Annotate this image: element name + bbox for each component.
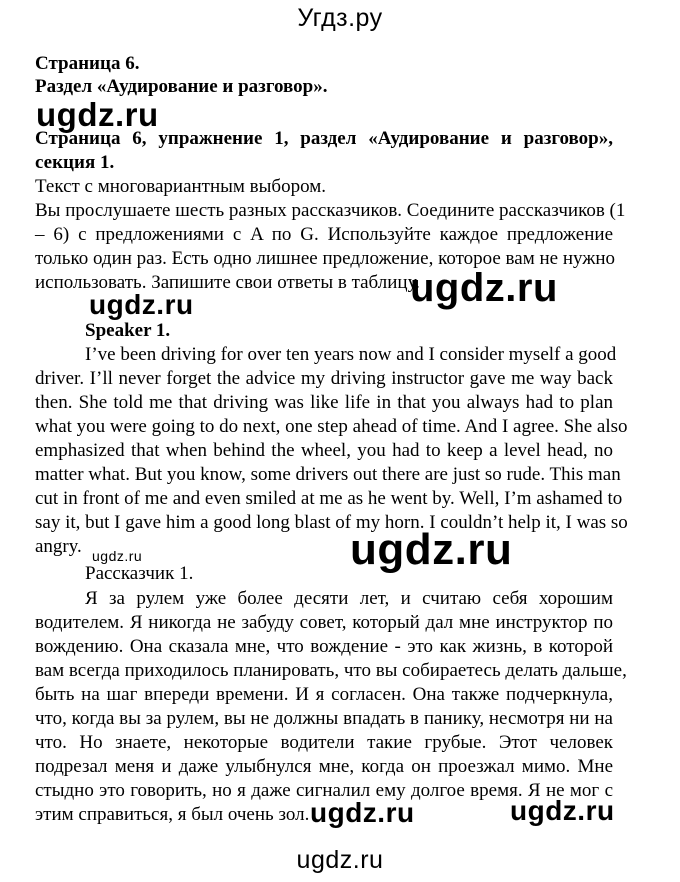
task-type: Текст с многовариантным выбором.: [35, 176, 327, 197]
english-line: what you were going to do next, one step ahead of time. And I agree. She also: [35, 416, 628, 437]
exercise-heading: Страница 6, упражнение 1, раздел «Аудирование и разговор»,: [35, 128, 613, 149]
instruction-line: – 6) с предложениями с A по G. Используйте каждое предложение: [35, 224, 613, 245]
english-line: say it, but I gave him a good long blast of my horn. I couldn’t help it, I was so: [35, 512, 628, 533]
english-line: driver. I’ll never forget the advice my driving instructor gave me way back: [35, 368, 613, 389]
instruction-line: Вы прослушаете шесть разных рассказчиков. Соедините рассказчиков (1: [35, 200, 626, 221]
russian-line: что, когда вы за рулем, вы не должны впадать в панику, несмотря ни на: [35, 708, 613, 729]
instruction-line: использовать. Запишите свои ответы в таблицу.: [35, 272, 420, 293]
english-line: matter what. But you know, some drivers out there are just so rude. This man: [35, 464, 621, 485]
russian-line: этим справиться, я был очень зол.: [35, 804, 310, 825]
english-line: emphasized that when behind the wheel, you had to keep a level head, no: [35, 440, 613, 461]
russian-line: подрезал меня и даже улыбнулся мне, когда он проезжал мимо. Мне: [35, 756, 613, 777]
watermark: ugdz.ru: [350, 525, 513, 574]
page-label: Страница 6.: [35, 53, 140, 74]
watermark: ugdz.ru: [92, 548, 143, 564]
instruction-line: только один раз. Есть одно лишнее предложение, которое вам не нужно: [35, 248, 616, 269]
english-line: then. She told me that driving was like life in that you always had to plan: [35, 392, 613, 413]
watermark: ugdz.ru: [510, 795, 615, 826]
watermark: ugdz.ru: [36, 96, 159, 133]
russian-line: что. Но знаете, некоторые водители такие грубые. Этот человек: [35, 732, 613, 753]
russian-line: быть на шаг впереди времени. И я согласен. Она также подчеркнула,: [35, 684, 613, 705]
footer-watermark: ugdz.ru: [296, 846, 384, 874]
watermark: ugdz.ru: [89, 289, 194, 320]
english-line: I’ve been driving for over ten years now and I consider myself a good: [85, 344, 617, 365]
exercise-heading-cont: секция 1.: [35, 152, 115, 173]
section-label: Раздел «Аудирование и разговор».: [35, 76, 328, 97]
russian-line: стыдно это говорить, но я даже сигналил ему долгое время. Я не мог с: [35, 780, 613, 801]
russian-line: вождению. Она сказала мне, что вождение - это как жизнь, в которой: [35, 636, 613, 657]
russian-line: водителем. Я никогда не забуду совет, который дал мне инструктор по: [35, 612, 613, 633]
russian-line: вам всегда приходилось планировать, что вы собираетесь делать дальше,: [35, 660, 627, 681]
russian-line: Я за рулем уже более десяти лет, и считаю себя хорошим: [85, 588, 613, 609]
speaker-heading-en: Speaker 1.: [85, 320, 171, 341]
english-line: cut in front of me and even smiled at me as he went by. Well, I’m ashamed to: [35, 488, 623, 509]
watermark: ugdz.ru: [310, 797, 415, 828]
watermark: ugdz.ru: [410, 266, 558, 310]
english-line: angry.: [35, 536, 82, 557]
speaker-heading-ru: Рассказчик 1.: [85, 563, 194, 584]
site-title: Угдз.ру: [297, 4, 383, 32]
